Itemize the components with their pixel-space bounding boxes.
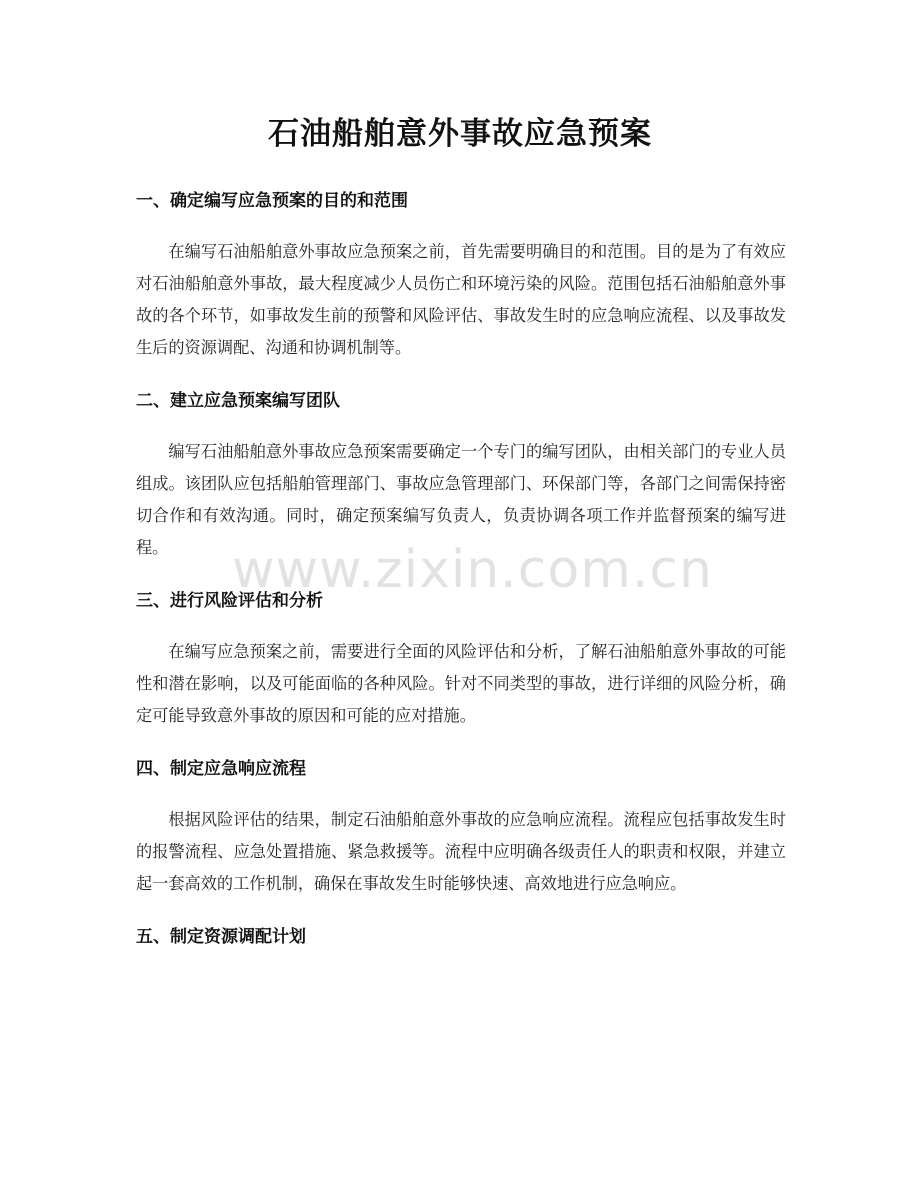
section-heading: 三、进行风险评估和分析: [136, 591, 323, 611]
section-purpose-scope: [136, 186, 786, 364]
section-paragraph: 根据风险评估的结果，制定石油船舶意外事故的应急响应流程。流程应包括事故发生时的报警流程、应急处置措施、紧急救援等。流程中应明确各级责任人的职责和权限，并建立起一套高效的工作机制，确保在事故发生时能够快速、高效地进行应急响应。: [136, 810, 786, 893]
section-paragraph: 在编写石油船舶意外事故应急预案之前，首先需要明确目的和范围。目的是为了有效应对石油船舶意外事故，最大程度减少人员伤亡和环境污染的风险。范围包括石油船舶意外事故的各个环节，如事故发生前的预警和风险评估、事故发生时的应急响应流程、以及事故发生后的资源调配、沟通和协调机制等。: [136, 242, 786, 357]
section-heading: 四、制定应急响应流程: [136, 759, 306, 779]
section-heading: 二、建立应急预案编写团队: [136, 391, 340, 411]
section-team: [136, 386, 786, 564]
section-paragraph: 在编写应急预案之前，需要进行全面的风险评估和分析，了解石油船舶意外事故的可能性和潜在影响，以及可能面临的各种风险。针对不同类型的事故，进行详细的风险分析，确定可能导致意外事故的原因和可能的应对措施。: [136, 642, 786, 725]
section-resource-plan: [136, 922, 786, 952]
section-response-process: [136, 754, 786, 900]
watermark: www.zixin.com.cn: [232, 540, 713, 600]
document-title: 石油船舶意外事故应急预案: [268, 116, 652, 152]
section-paragraph: 编写石油船舶意外事故应急预案需要确定一个专门的编写团队，由相关部门的专业人员组成。该团队应包括船舶管理部门、事故应急管理部门、环保部门等，各部门之间需保持密切合作和有效沟通。同时，确定预案编写负责人，负责协调各项工作并监督预案的编写进程。: [136, 442, 786, 557]
section-risk-assessment: [136, 586, 786, 732]
document-body: [136, 186, 786, 972]
section-heading: 五、制定资源调配计划: [136, 927, 306, 947]
section-heading: 一、确定编写应急预案的目的和范围: [136, 191, 408, 211]
